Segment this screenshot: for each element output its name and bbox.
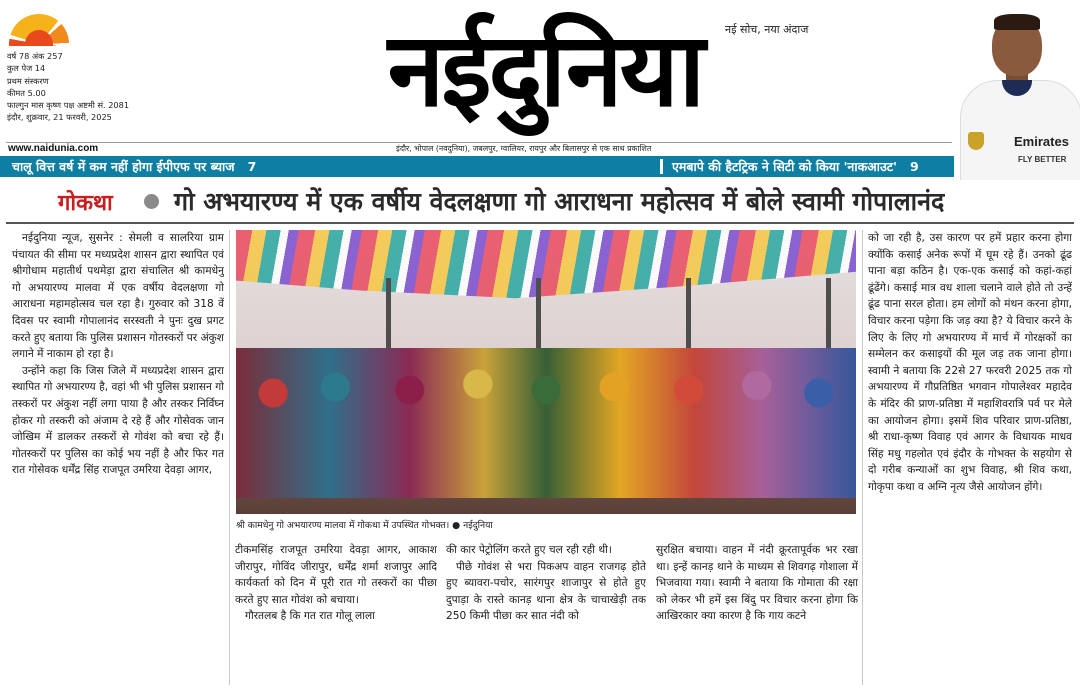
club-crest-icon (968, 132, 984, 150)
edition-line: फाल्गुन मास कृष्ण पक्ष अष्टमी सं. 2081 (7, 100, 130, 111)
newspaper-masthead: नईदुनिया (387, 11, 703, 130)
story-column-2 (235, 542, 437, 687)
teaser-strip (0, 156, 954, 177)
edition-info (7, 50, 187, 124)
headline-rule (6, 222, 1074, 224)
edition-line: प्रथम संस्करण (7, 75, 49, 86)
story-column-4 (656, 542, 858, 687)
edition-line: वर्ष 78 अंक 257 (7, 51, 63, 61)
bullet-icon (144, 194, 159, 209)
website-link[interactable]: www.naidunia.com (8, 143, 99, 154)
edition-line: कुल पेज 14 (7, 63, 46, 74)
photo-caption: श्री कामधेनु गो अभयारण्य मालवा में गोकथा में उपस्थित गोभक्त। ● नईदुनिया (236, 520, 493, 531)
edition-line: कीमत 5.00 (7, 87, 46, 98)
paragraph: नईदुनिया न्यूज, सुसनेर : सेमली व सालरिया ग्राम पंचायत की सीमा पर मध्यप्रदेश शासन द्वारा स्थापित एवं श्रीगोधाम महातीर्थ पथमेड़ा द्वारा संचालित श्री कामधेनु गो अभयारण्य मालवा में एक वर्षीय वेदलक्षणा गो आराधना महामहोत्सव चल रहा है। गुरुवार को 318 वें दिवस पर स्वामी गोपालानंद सरस्वती ने पुनः दुख प्रगट करते हुए बताया कि पुलिस प्रशासन गोतस्करों पर अंकुश लगाने में नाकाम हो रहा है। (12, 232, 224, 361)
paragraph: सुरक्षित बचाया। वाहन में नंदी क्रूरतापूर्वक भर रखा था। इन्हें कानड़ थाने के माध्यम से शिवगढ़ गोशाला में भिजवाया गया। स्वामी ने बताया कि गोमाता की रक्षा को लेकर भी हमें इस बिंदु पर विचार करना होगा कि आखिरकार क्या कारण है कि गाय कटने (656, 544, 858, 623)
story-column-1 (12, 230, 224, 685)
paragraph: गौरतलब है कि गत रात गोलू लाला (245, 610, 375, 623)
paragraph: टीकमसिंह राजपूत उमरिया देवड़ा आगर, आकाश जीरापुर, गोविंद जीरापुर, धर्मेंद्र शर्मा शजापुर आदि कार्यकर्ता को दिन में पूरी रात गो तस्करों का पीछा करते हुए सात गोवंश को बचाया। (235, 544, 437, 606)
paragraph: की कार पेट्रोलिंग करते हुए चल रही रही थी। (446, 544, 612, 556)
paragraph: पीछे गोवंश से भरा पिकअप वाहन राजगढ़ होते हुए ब्यावरा-पचोर, सारंगपुर शाजापुर से होते हुए दुपाड़ा के रास्ते कानड़ थाना क्षेत्र के चाचाखेड़ी तक 250 किमी पीछा कर सात नंदी को (446, 560, 646, 623)
column-divider (862, 230, 863, 685)
naidunia-sun-logo (6, 12, 72, 46)
story-kicker: गोकथा (58, 191, 113, 216)
event-photo (236, 230, 856, 514)
paragraph: को जा रही है, उस कारण पर हमें प्रहार करना होगा क्योंकि कसाई अनेक रूपों में घूम रहे हैं। उनको ढूंढ पाना बड़ा कठिन है। एक-एक कसाई को कहां-कहां ढूंढेंगे। कसाई मात्र वध शाला चलाने वाले होते तो उन्हें ढूंढ पाना सरल होता। हम लोगों को मंथन करना होगा, विचार करना पड़ेगा कि जड़ क्या है? ये विचार करने के लिए के लिए गो अभयारण्य में मार्च में गोरक्षकों का सम्मेलन कर कसाइयों की मूल जड़ तक जाना होगा। स्वामी ने बताया कि 22से 27 फरवरी 2025 तक गो अभयारण्य में गौप्रतिष्ठित भगवान गोपालेश्वर महादेव के मंदिर की प्राण-प्रतिष्ठा में महाशिवरात्रि पर्व पर मेले का आयोजन होगा। इसमें शिव परिवार प्राण-प्रतिष्ठा, श्री राधा-कृष्ण विवाह एवं आगर के विधायक माधव सिंह मधु गहलोत एवं इंदौर के गोभक्त के सहयोग से दो गरीब कन्याओं का शुभ विवाह, श्री शिव कथा, गोकृपा कथा व अग्नि नृत्य जैसे आयोजन होंगे। (868, 232, 1072, 493)
column-divider (229, 230, 230, 685)
edition-date: इंदौर, शुक्रवार, 21 फरवरी, 2025 (7, 112, 112, 123)
teaser-page: 7 (247, 159, 257, 174)
paragraph: उन्होंने कहा कि जिस जिले में मध्यप्रदेश शासन द्वारा स्थापित गो अभयारण्य है, वहां भी भी पुलिस प्रशासन गो तस्करों पर अंकुश नहीं लगा पाया है और तस्कर निर्विघ्न होकर गो तस्करी को अंजाम दे रहे हैं और गोसेवक जान जोखिम में डालकर तस्करों से गोवंश को बचा रहे हैं। गोतस्करों पर पुलिस का कोई भय नहीं है और फिर गत रात गोसेवक धर्मेंद्र सिंह राजपूत उमरिया देवड़ा आगर, (12, 364, 224, 477)
story-column-3 (446, 542, 646, 687)
teaser-divider (660, 159, 663, 174)
edition-cities: इंदौर, भोपाल (नवदुनिया), जबलपुर, ग्वालियर, रायपुर और बिलासपुर से एक साथ प्रकाशित (396, 144, 652, 153)
teaser-page: 9 (909, 159, 919, 174)
tent-canopy (236, 230, 856, 340)
player-photo (952, 8, 1080, 180)
teaser-mbappe[interactable]: एमबापे की हैटट्रिक ने सिटी को किया 'नाकआउट' 9 (672, 159, 919, 174)
shirt-sponsor: Emirates (1014, 134, 1069, 149)
teaser-epf[interactable]: चालू वित्त वर्ष में कम नहीं होगा ईपीएफ पर ब्याज 7 (12, 159, 257, 174)
story-column-right (868, 230, 1072, 685)
story-headline: गो अभयारण्य में एक वर्षीय वेदलक्षणा गो आराधना महोत्सव में बोले स्वामी गोपालानंद (174, 187, 945, 216)
devotees-crowd (236, 348, 856, 498)
url-row (6, 142, 952, 155)
shirt-sponsor-tagline: FLY BETTER (1018, 155, 1067, 164)
tagline: नई सोच, नया अंदाज (725, 23, 809, 36)
